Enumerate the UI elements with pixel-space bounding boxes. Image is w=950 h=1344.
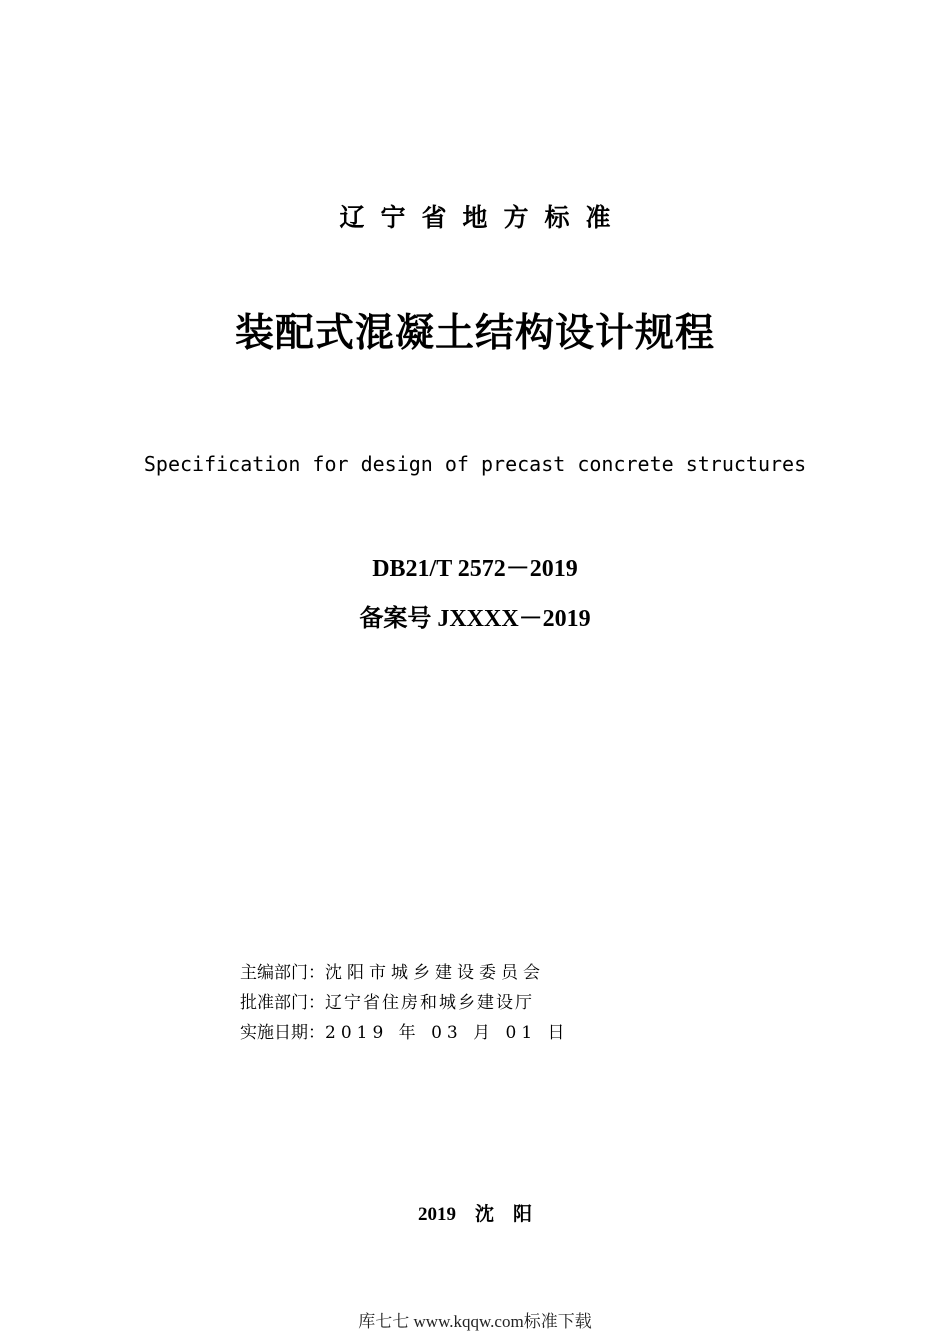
document-title-english: Specification for design of precast concrete structures <box>143 452 807 476</box>
info-label: 批准部门 <box>240 993 308 1013</box>
info-row-editor <box>240 958 570 988</box>
standard-category: 辽宁省地方标准 <box>339 203 627 232</box>
info-separator: ： <box>308 963 325 983</box>
info-value: 2019 年 03 月 01 日 <box>325 1023 570 1043</box>
document-title-chinese: 装配式混凝土结构设计规程 <box>234 311 715 356</box>
standard-number: DB21/T 2572－2019 <box>372 556 578 582</box>
issuing-info-block <box>240 958 570 1048</box>
info-row-approver <box>240 988 570 1018</box>
info-separator: ： <box>308 993 325 1013</box>
info-value: 辽宁省住房和城乡建设厅 <box>325 993 534 1013</box>
footer-watermark: 库七七 www.kqqw.com标准下载 <box>358 1312 592 1331</box>
info-label: 主编部门 <box>240 963 308 983</box>
info-separator: ： <box>308 1023 325 1043</box>
info-label: 实施日期 <box>240 1023 308 1043</box>
info-value: 沈阳市城乡建设委员会 <box>325 963 545 983</box>
publication-year-place: 2019 沈 阳 <box>417 1204 532 1225</box>
record-number: 备案号 JXXXX－2019 <box>359 606 591 632</box>
info-row-effective-date <box>240 1018 570 1048</box>
